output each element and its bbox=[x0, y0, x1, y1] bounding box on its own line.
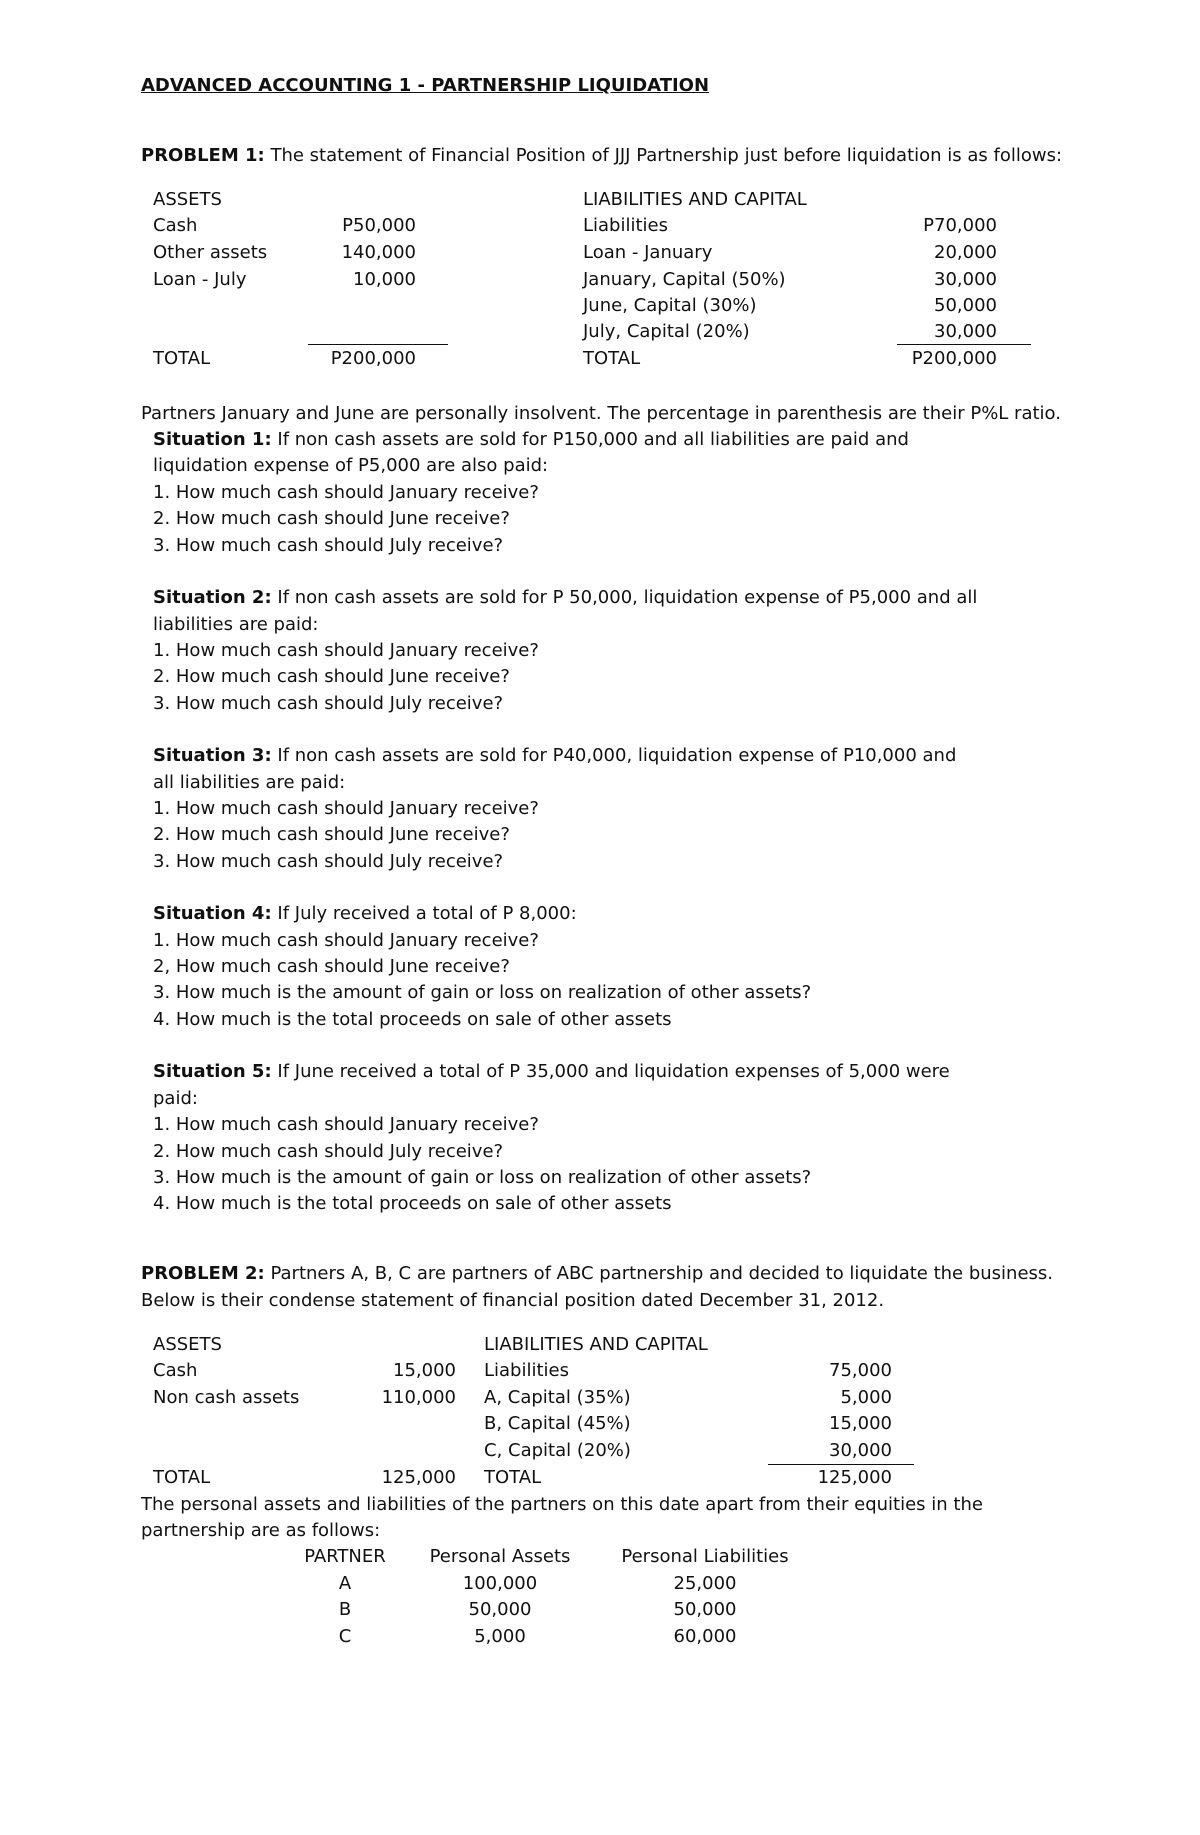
p2-asset-label: Cash bbox=[153, 1360, 198, 1381]
p1-liability-amount: P70,000 bbox=[923, 215, 997, 236]
table-cell: 50,000 bbox=[468, 1599, 532, 1620]
situation-label: Situation 5: bbox=[153, 1061, 272, 1082]
table-cell: A bbox=[338, 1573, 352, 1594]
question: 2. How much cash should June receive? bbox=[153, 508, 510, 529]
question: 1. How much cash should January receive? bbox=[153, 1114, 539, 1135]
problem-1-text: The statement of Financial Position of JJJ Partnership just before liquidation is as follows: bbox=[270, 145, 1063, 166]
p1-total-liabilities-label: TOTAL bbox=[583, 348, 641, 369]
p1-liability-label: June, Capital (30%) bbox=[583, 295, 757, 316]
table-cell: 60,000 bbox=[673, 1626, 737, 1647]
question: 4. How much is the total proceeds on sale of other assets bbox=[153, 1009, 672, 1030]
question: 2. How much cash should July receive? bbox=[153, 1141, 504, 1162]
p2-asset-amount: 110,000 bbox=[381, 1387, 456, 1408]
problem-2-text: Partners A, B, C are partners of ABC partnership and decided to liquidate the business. bbox=[270, 1263, 1054, 1284]
p2-liability-label: A, Capital (35%) bbox=[484, 1387, 631, 1408]
p1-asset-amount: 140,000 bbox=[341, 242, 416, 263]
p2-note-line-2: partnership are as follows: bbox=[141, 1520, 381, 1541]
situation-text: liquidation expense of P5,000 are also paid: bbox=[153, 455, 549, 476]
table-cell: B bbox=[338, 1599, 352, 1620]
problem-2-text: Below is their condense statement of financial position dated December 31, 2012. bbox=[141, 1290, 885, 1311]
question: 3. How much is the amount of gain or loss on realization of other assets? bbox=[153, 1167, 812, 1188]
situation-text: If non cash assets are sold for P 50,000, liquidation expense of P5,000 and all bbox=[277, 587, 978, 608]
question: 2. How much cash should June receive? bbox=[153, 824, 510, 845]
table-header: PARTNER bbox=[304, 1546, 386, 1567]
question: 1. How much cash should January receive? bbox=[153, 640, 539, 661]
p1-asset-amount: 10,000 bbox=[353, 269, 416, 290]
p1-liability-amount: 20,000 bbox=[934, 242, 997, 263]
situation-text: If non cash assets are sold for P150,000 and all liabilities are paid and bbox=[277, 429, 909, 450]
question: 4. How much is the total proceeds on sale of other assets bbox=[153, 1193, 672, 1214]
p2-liabilities-total-rule bbox=[768, 1464, 914, 1465]
table-cell: 5,000 bbox=[474, 1626, 526, 1647]
p1-asset-amount: P50,000 bbox=[342, 215, 416, 236]
p2-total-label: TOTAL bbox=[153, 1467, 211, 1488]
p2-liability-label: Liabilities bbox=[484, 1360, 569, 1381]
question: 3. How much cash should July receive? bbox=[153, 851, 504, 872]
situation-text: If July received a total of P 8,000: bbox=[277, 903, 577, 924]
p1-liability-label: Loan - January bbox=[583, 242, 713, 263]
question: 3. How much cash should July receive? bbox=[153, 535, 504, 556]
situation-text: If non cash assets are sold for P40,000, liquidation expense of P10,000 and bbox=[277, 745, 957, 766]
p1-note: Partners January and June are personally insolvent. The percentage in parenthesis are their P%L ratio. bbox=[141, 403, 1061, 424]
question: 1. How much cash should January receive? bbox=[153, 482, 539, 503]
p1-liability-label: January, Capital (50%) bbox=[583, 269, 786, 290]
problem-2-intro bbox=[141, 1262, 1053, 1286]
table-header: Personal Assets bbox=[429, 1546, 571, 1567]
p1-assets-total-rule bbox=[308, 344, 448, 345]
p2-total-assets: 125,000 bbox=[381, 1467, 456, 1488]
situation-text: liabilities are paid: bbox=[153, 614, 319, 635]
p1-total-liabilities: P200,000 bbox=[911, 348, 997, 369]
situation-label: Situation 4: bbox=[153, 903, 272, 924]
table-header: Personal Liabilities bbox=[621, 1546, 789, 1567]
p1-liability-amount: 30,000 bbox=[934, 269, 997, 290]
problem-2-label: PROBLEM 2: bbox=[141, 1263, 265, 1284]
question: 3. How much is the amount of gain or loss on realization of other assets? bbox=[153, 982, 812, 1003]
p1-total-assets: P200,000 bbox=[330, 348, 416, 369]
p1-liabilities-header: LIABILITIES AND CAPITAL bbox=[583, 189, 807, 210]
question: 1. How much cash should January receive? bbox=[153, 798, 539, 819]
problem-1-label: PROBLEM 1: bbox=[141, 145, 265, 166]
situation-label: Situation 3: bbox=[153, 745, 272, 766]
p2-total-liabilities: 125,000 bbox=[817, 1467, 892, 1488]
p1-liability-amount: 50,000 bbox=[934, 295, 997, 316]
situation-text: If June received a total of P 35,000 and liquidation expenses of 5,000 were bbox=[277, 1061, 950, 1082]
p1-assets-header: ASSETS bbox=[153, 189, 222, 210]
p2-assets-header: ASSETS bbox=[153, 1334, 222, 1355]
p1-liability-amount: 30,000 bbox=[934, 321, 997, 342]
table-cell: 25,000 bbox=[673, 1573, 737, 1594]
p1-liability-label: July, Capital (20%) bbox=[583, 321, 750, 342]
p2-liability-amount: 75,000 bbox=[829, 1360, 892, 1381]
p2-total-liabilities-label: TOTAL bbox=[484, 1467, 542, 1488]
situation-text: paid: bbox=[153, 1088, 198, 1109]
p1-total-label: TOTAL bbox=[153, 348, 211, 369]
problem-1-intro bbox=[141, 144, 1062, 168]
question: 3. How much cash should July receive? bbox=[153, 693, 504, 714]
p1-liabilities-total-rule bbox=[897, 344, 1031, 345]
p2-liability-label: C, Capital (20%) bbox=[484, 1440, 631, 1461]
p2-liability-amount: 30,000 bbox=[829, 1440, 892, 1461]
question: 2. How much cash should June receive? bbox=[153, 666, 510, 687]
question: 2, How much cash should June receive? bbox=[153, 956, 510, 977]
p1-asset-label: Other assets bbox=[153, 242, 268, 263]
p2-liability-amount: 15,000 bbox=[829, 1413, 892, 1434]
document-title: ADVANCED ACCOUNTING 1 - PARTNERSHIP LIQUIDATION bbox=[141, 75, 710, 96]
p2-liability-label: B, Capital (45%) bbox=[484, 1413, 631, 1434]
p2-liabilities-header: LIABILITIES AND CAPITAL bbox=[484, 1334, 708, 1355]
p2-asset-label: Non cash assets bbox=[153, 1387, 300, 1408]
p2-asset-amount: 15,000 bbox=[393, 1360, 456, 1381]
situation-label: Situation 2: bbox=[153, 587, 272, 608]
p1-asset-label: Loan - July bbox=[153, 269, 247, 290]
p1-liability-label: Liabilities bbox=[583, 215, 668, 236]
table-cell: 100,000 bbox=[462, 1573, 538, 1594]
p1-asset-label: Cash bbox=[153, 215, 198, 236]
table-cell: C bbox=[338, 1626, 352, 1647]
question: 1. How much cash should January receive? bbox=[153, 930, 539, 951]
table-cell: 50,000 bbox=[673, 1599, 737, 1620]
p2-note-line-1: The personal assets and liabilities of the partners on this date apart from their equities in the bbox=[141, 1494, 983, 1515]
situation-text: all liabilities are paid: bbox=[153, 772, 346, 793]
situation-label: Situation 1: bbox=[153, 429, 272, 450]
p2-liability-amount: 5,000 bbox=[840, 1387, 892, 1408]
